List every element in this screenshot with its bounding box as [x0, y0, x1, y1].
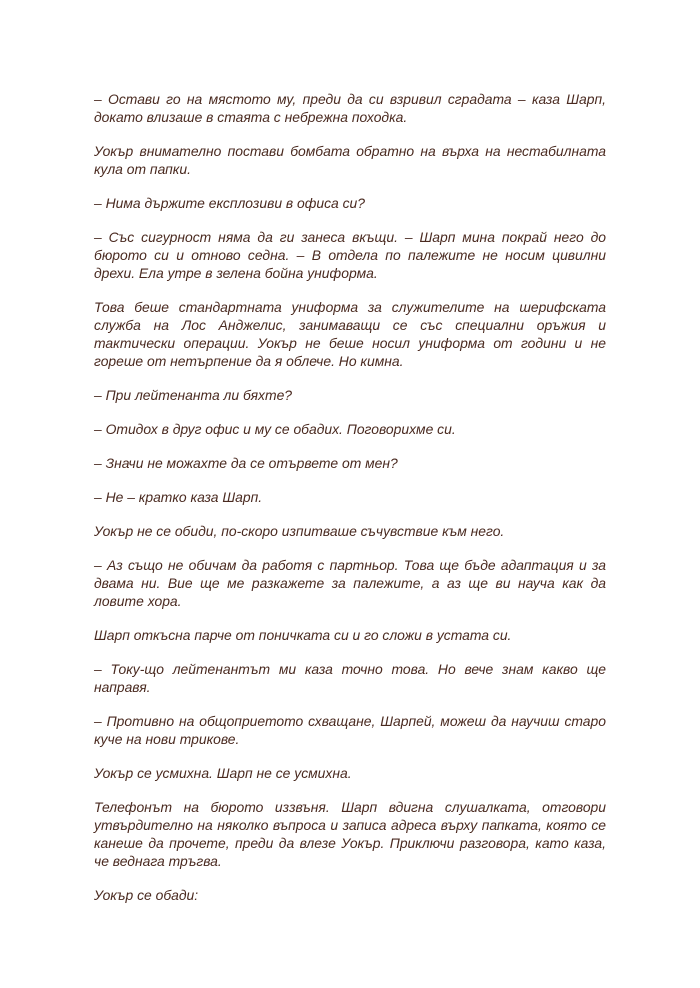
- paragraph: – Противно на общоприетото схващане, Шарпей, можеш да научиш старо куче на нови трикове.: [94, 713, 606, 747]
- paragraph: – Значи не можахте да се отървете от мен?: [94, 455, 398, 471]
- paragraph: – Аз също не обичам да работя с партньор. Това ще бъде адаптация и за двама ни. Вие ще ме разкажете за палежите, а аз ще ви науча как да ловите хора.: [94, 557, 606, 609]
- paragraph: – При лейтенанта ли бяхте?: [94, 387, 293, 403]
- paragraph: Уокър не се обиди, по-скоро изпитваше съчувствие към него.: [94, 523, 505, 539]
- paragraph: Телефонът на бюрото иззвъня. Шарп вдигна слушалката, отговори утвърдително на няколко въпроса и записа адреса върху папката, която се канеше да прочете, преди да влезе Уокър. Приключи разговора, като каза, че веднага тръгва.: [94, 799, 606, 869]
- paragraph: – Не – кратко каза Шарп.: [94, 489, 263, 505]
- paragraph: – Нима държите експлозиви в офиса си?: [94, 195, 365, 211]
- paragraph: – Остави го на мястото му, преди да си взривил сградата – каза Шарп, докато влизаше в стаята с небрежна походка.: [94, 91, 606, 125]
- paragraph: Това беше стандартната униформа за служителите на шерифската служба на Лос Анджелис, занимаващи се със специални оръжия и тактически операции. Уокър не беше носил униформа от години и не гореше от нетърпение да я облече. Но кимна.: [94, 299, 606, 369]
- paragraph: – Със сигурност няма да ги занеса вкъщи. – Шарп мина покрай него до бюрото си и отново седна. – В отдела по палежите не носим цивилни дрехи. Ела утре в зелена бойна униформа.: [94, 229, 606, 281]
- paragraph: Уокър внимателно постави бомбата обратно на върха на нестабилната кула от папки.: [94, 143, 606, 177]
- paragraph: Уокър се усмихна. Шарп не се усмихна.: [94, 765, 352, 781]
- body-text: [94, 90, 606, 920]
- paragraph: Шарп откъсна парче от поничката си и го сложи в устата си.: [94, 627, 512, 643]
- paragraph: – Отидох в друг офис и му се обадих. Поговорихме си.: [94, 421, 456, 437]
- paragraph: – Току-що лейтенантът ми каза точно това. Но вече знам какво ще направя.: [94, 661, 606, 695]
- paragraph: Уокър се обади:: [94, 887, 199, 903]
